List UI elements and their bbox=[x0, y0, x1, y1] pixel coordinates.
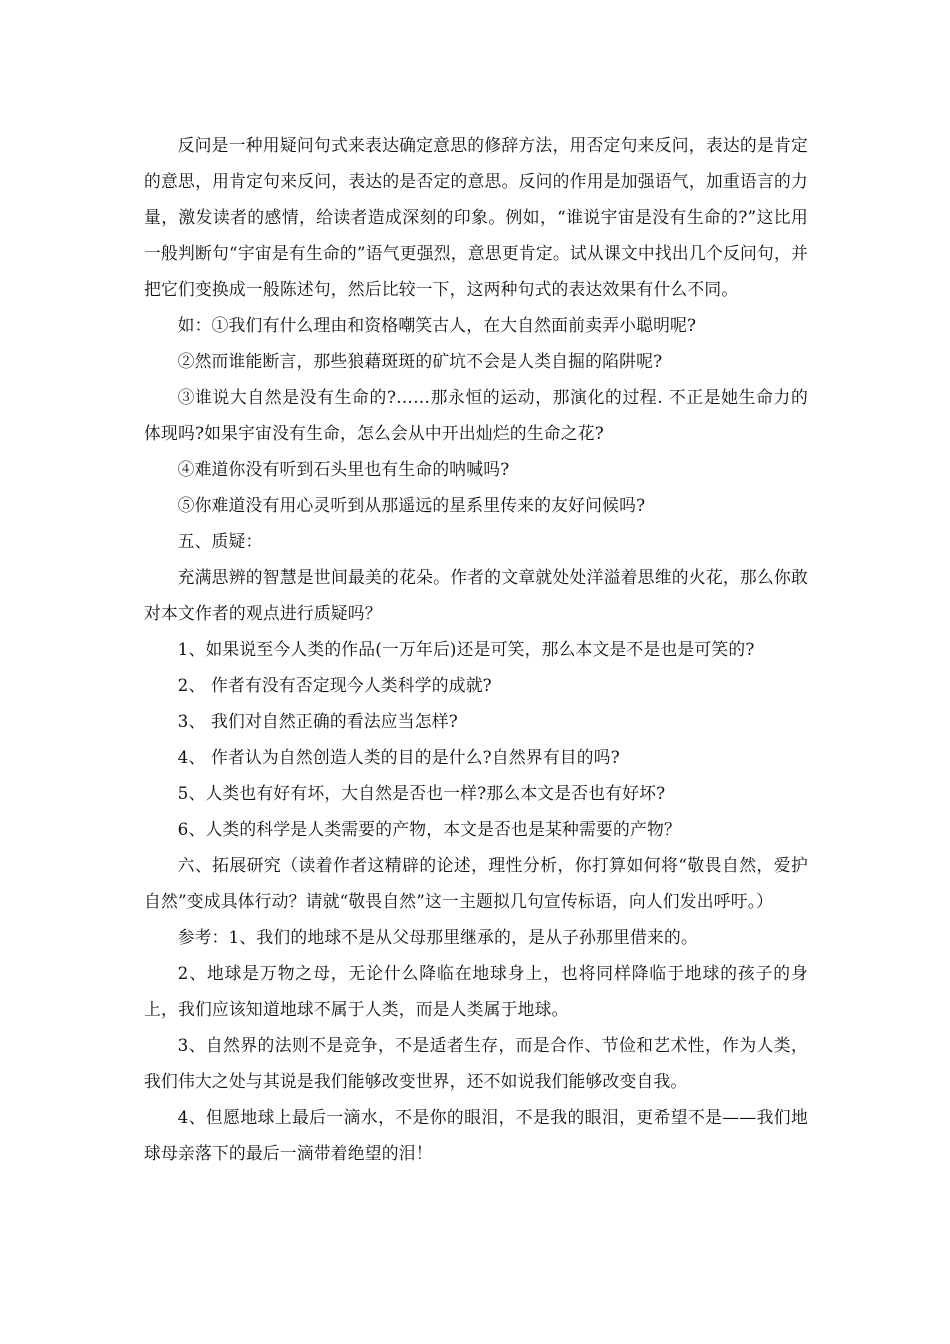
question-item-2: 2、 作者有没有否定现今人类科学的成就? bbox=[177, 675, 492, 695]
paragraph-rhetorical-question-intro: 反问是一种用疑问句式来表达确定意思的修辞方法，用否定句来反问，表达的是肯定的意思，用肯定句来反问，表达的是否定的意思。反问的作用是加强语气，加重语言的力量，激发读者的感情，给读者造成深刻的印象。例如，“谁说宇宙是没有生命的?”这比用一般判断句“宇宙是有生命的”语气更强烈，意思更肯定。试从课文中找出几个反问句，并把它们变换成一般陈述句，然后比较一下，这两种句式的表达效果有什么不同。 bbox=[144, 135, 808, 299]
reference-slogan-1: 参考：1、我们的地球不是从父母那里继承的，是从子孙那里借来的。 bbox=[177, 927, 698, 947]
question-item-1: 1、如果说至今人类的作品(一万年后)还是可笑，那么本文是不是也是可笑的? bbox=[177, 639, 755, 659]
question-item-6: 6、人类的科学是人类需要的产物，本文是否也是某种需要的产物？ bbox=[177, 819, 681, 839]
section-extension-research: 六、拓展研究（读着作者这精辟的论述，理性分析，你打算如何将“敬畏自然，爱护自然”变成具体行动？请就“敬畏自然”这一主题拟几句宣传标语，向人们发出呼吁。） bbox=[144, 855, 808, 911]
question-item-5: 5、人类也有好有坏，大自然是否也一样?那么本文是否也有好坏? bbox=[177, 783, 666, 803]
paragraph-example-3: ③谁说大自然是没有生命的?……那永恒的运动，那演化的过程. 不正是她生命力的体现吗?如果宇宙没有生命，怎么会从中开出灿烂的生命之花? bbox=[144, 387, 808, 443]
reference-slogan-3: 3、自然界的法则不是竞争，不是适者生存，而是合作、节俭和艺术性，作为人类，我们伟大之处与其说是我们能够改变世界，还不如说我们能够改变自我。 bbox=[144, 1035, 808, 1091]
paragraph-example-1: 如：①我们有什么理由和资格嘲笑古人，在大自然面前卖弄小聪明呢? bbox=[177, 315, 697, 335]
question-item-4: 4、 作者认为自然创造人类的目的是什么?自然界有目的吗? bbox=[177, 747, 620, 767]
paragraph-questioning-intro: 充满思辨的智慧是世间最美的花朵。作者的文章就处处洋溢着思维的火花，那么你敢对本文作者的观点进行质疑吗？ bbox=[144, 567, 808, 623]
section-heading-questioning: 五、质疑： bbox=[177, 531, 263, 551]
reference-slogan-2: 2、地球是万物之母，无论什么降临在地球身上，也将同样降临于地球的孩子的身上，我们应该知道地球不属于人类，而是人类属于地球。 bbox=[144, 963, 808, 1019]
question-item-3: 3、 我们对自然正确的看法应当怎样? bbox=[177, 711, 458, 731]
paragraph-example-4: ④难道你没有听到石头里也有生命的呐喊吗? bbox=[177, 459, 510, 479]
document-body bbox=[144, 127, 808, 1171]
paragraph-example-5: ⑤你难道没有用心灵听到从那遥远的星系里传来的友好问候吗? bbox=[177, 495, 646, 515]
reference-slogan-4: 4、但愿地球上最后一滴水，不是你的眼泪，不是我的眼泪，更希望不是——我们地球母亲落下的最后一滴带着绝望的泪！ bbox=[144, 1107, 808, 1163]
paragraph-example-2: ②然而谁能断言，那些狼藉斑斑的矿坑不会是人类自掘的陷阱呢? bbox=[177, 351, 663, 371]
